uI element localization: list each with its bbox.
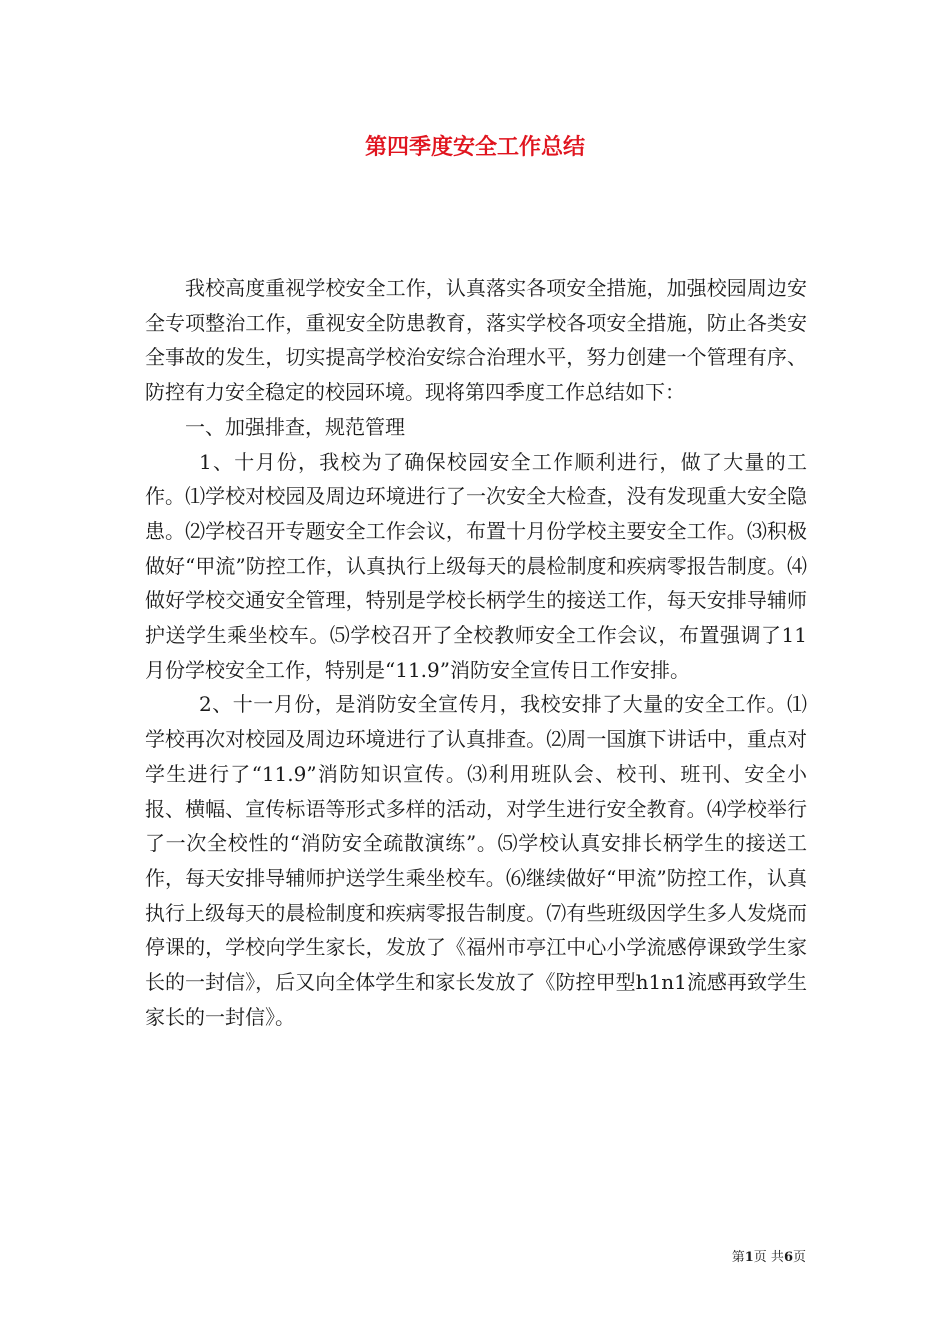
footer-middle: 页 共: [753, 1250, 784, 1265]
page-footer: [732, 1248, 806, 1268]
footer-total-pages: 6: [783, 1250, 793, 1265]
footer-prefix: 第: [731, 1250, 745, 1265]
document-title: 第四季度安全工作总结: [364, 135, 585, 160]
october-paragraph: 1、十月份，我校为了确保校园安全工作顺利进行，做了大量的工作。⑴学校对校园及周边环境进行了一次安全大检查，没有发现重大安全隐患。⑵学校召开专题安全工作会议，布置十月份学校主要安全工作。⑶积极做好“甲流”防控工作，认真执行上级每天的晨检制度和疾病零报告制度。⑷做好学校交通安全管理，特别是学校长柄学生的接送工作，每天安排导辅师护送学生乘坐校车。⑸学校召开了全校教师安全工作会议，布置强调了11月份学校安全工作，特别是“11.9”消防安全宣传日工作安排。: [145, 449, 807, 682]
section-heading: 一、加强排查，规范管理: [185, 414, 405, 439]
november-paragraph: 2、十一月份，是消防安全宣传月，我校安排了大量的安全工作。⑴学校再次对校园及周边环境进行了认真排查。⑵周一国旗下讲话中，重点对学生进行了“11.9”消防知识宣传。⑶利用班队会、校刊、班刊、安全小报、横幅、宣传标语等形式多样的活动，对学生进行安全教育。⑷学校举行了一次全校性的“消防安全疏散演练”。⑸学校认真安排长柄学生的接送工作，每天安排导辅师护送学生乘坐校车。⑹继续做好“甲流”防控工作，认真执行上级每天的晨检制度和疾病零报告制度。⑺有些班级因学生多人发烧而停课的，学校向学生家长，发放了《福州市亭江中心小学流感停课致学生家长的一封信》，后又向全体学生和家长发放了《防控甲型h1n1流感再致学生家长的一封信》。: [145, 692, 807, 1029]
document-body: [145, 271, 807, 1034]
footer-suffix: 页: [792, 1250, 806, 1265]
intro-paragraph: 我校高度重视学校安全工作，认真落实各项安全措施，加强校园周边安全专项整治工作，重视安全防患教育，落实学校各项安全措施，防止各类安全事故的发生，切实提高学校治安综合治理水平，努力创建一个管理有序、防控有力安全稳定的校园环境。现将第四季度工作总结如下：: [145, 276, 807, 405]
footer-current-page: 1: [744, 1250, 754, 1265]
